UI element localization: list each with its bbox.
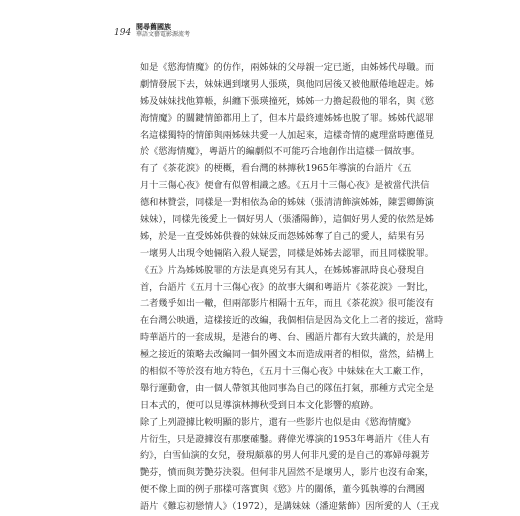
text-line: 除了上列證據比較明顯的影片，還有一些影片也似是由《慾海情魔》	[140, 416, 416, 428]
text-line: 如是《慾海情魔》的仿作，兩姊妹的父母親一定已逝，由姊姊代母職。而	[140, 62, 434, 73]
text-line: 極之接近的策略去改編同一個外國文本而造成兩者的相似，當然，結構上	[140, 349, 434, 361]
text-line: 首，台語片《五月十三傷心夜》的故事大綱和粵語片《茶花淚》一對比，	[140, 281, 434, 293]
text-line: 約》，白雪仙演的女兒，發現頗慕的男人何非凡愛的是自己的寡婦母親芳	[140, 450, 430, 462]
text-line: 劇情發展下去，妹妹遇到壞男人張瑛，與他同居後又被他厭倦地趕走。姊	[140, 78, 434, 90]
text-line: 德和林贊尝，同樣是一對相依為命的姊妹（張清清飾演姊姊，陳雲卿飾演	[140, 197, 434, 209]
text-line: 時華語片的一套成規，是港台的粵、台、國語片都有大致共識的，於是用	[140, 332, 434, 344]
body-text	[140, 60, 444, 516]
text-line: 月十三傷心夜》便會有似曾相識之感。《五月十三傷心夜》是被當代洪信	[140, 180, 430, 192]
text-line: 便不像上面的例子那樣可落實與《慾》片的關係，董今狐執導的台灣國	[140, 484, 425, 496]
book-title: 閱尋舊國族	[136, 22, 171, 31]
book-subtitle: 華語文藝電影源流考	[136, 31, 191, 38]
header-text	[136, 22, 190, 39]
text-line: 一壞男人出現令她倆陷入殺人疑雲，同樣是姊姊去認罪，而且同樣脫罪。	[140, 247, 434, 259]
text-line: 姊，於是一直受姊姊供養的妹妹反而怨姊姊奪了自己的愛人，結果有另	[140, 230, 425, 242]
text-line: 的相似不等於沒有地方特色，《五月十三傷心夜》中妹妹在大工廠工作，	[140, 366, 430, 378]
text-line: 有了《茶花淚》的梗概，看台灣的林摶秋1965年導演的台語片《五	[140, 163, 412, 175]
text-line: 《五》片為姊姊脫罪的方法是真兇另有其人，在姊姊審訊時良心發現自	[140, 264, 425, 276]
text-line: 二者幾乎如出一轍，但兩部影片相隔十五年，而且《茶花淚》很可能沒有	[140, 298, 434, 310]
text-line: 妹妹），同樣先後愛上一個好男人（張潘陽飾），這個好男人愛的依然是姊	[140, 214, 434, 226]
text-line: 姊及妹妹找他算帳，糾纏下張瑛撞死，姊姊一力擔起殺他的罪名，與《慾	[140, 95, 434, 107]
text-line: 艷芬，憤而與芳艷芬決裂。但何非凡固然不是壞男人，影片也沒有命案，	[140, 467, 434, 479]
text-line: 日本式的，便可以見導演林摶秋受到日本文化影響的痕跡。	[140, 399, 379, 411]
page-number: 194	[114, 28, 132, 38]
text-line: 名這樣獨特的情節與兩姊妹共愛一人加起來，這樣奇情的處理當時應僅見	[140, 129, 434, 141]
text-line: 語片《難忘初戀情人》（1972），是講妹妹（潘迎紫飾）因所愛的人（王戎	[140, 501, 439, 513]
text-line: 在台灣公映過，這樣接近的改編，我個相信是因為文化上二者的接近，當時	[140, 315, 444, 327]
text-line: 片衍生，只是證據沒有那麼確鑿。蔣偉光導演的1953年粵語片《佳人有	[140, 433, 430, 445]
text-line: 海情魔》的關鍵情節都用上了，但本片最終連姊姊也脫了罪。姊姊代認罪	[140, 112, 434, 124]
text-line: 於《慾海情魔》，粵語片的編劇似不可能巧合地創作出這樣一個故事。	[140, 146, 421, 158]
text-line: 舉行運動會，由一個人帶領其他同事為自己的隊伍打氣，那種方式完全是	[140, 382, 434, 394]
